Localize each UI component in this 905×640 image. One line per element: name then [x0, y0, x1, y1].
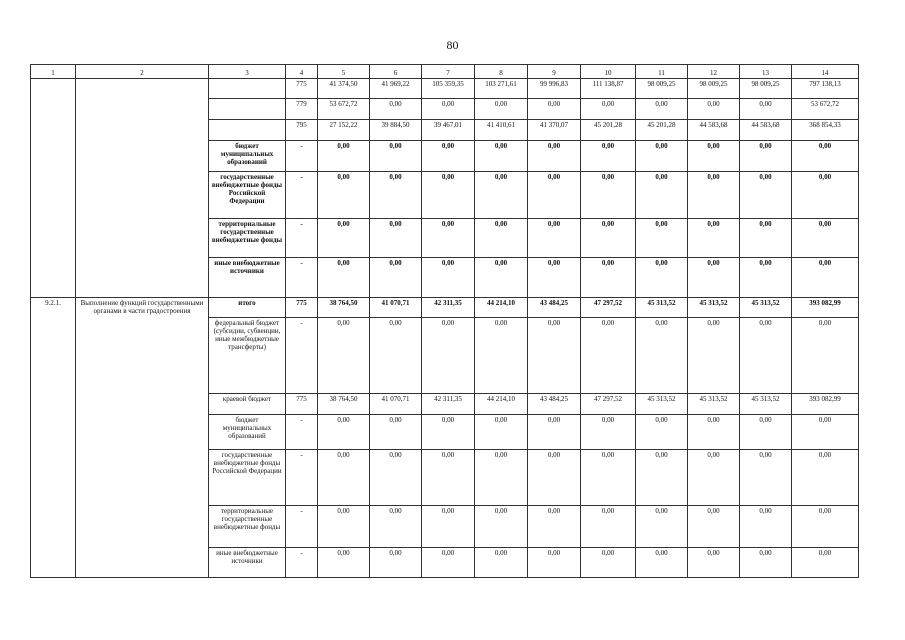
amount-cell: 0,00 [475, 318, 528, 394]
amount-cell: 0,00 [636, 548, 688, 578]
amount-cell: 45 313,52 [740, 394, 792, 415]
amount-cell: 0,00 [422, 172, 475, 219]
column-header: 5 [318, 65, 370, 79]
amount-cell: 0,00 [422, 141, 475, 172]
funding-source-label: бюджет муниципальных образований [209, 415, 286, 450]
amount-cell: 0,00 [475, 506, 528, 548]
amount-cell: 45 201,28 [636, 120, 688, 141]
amount-cell: 0,00 [528, 141, 581, 172]
amount-cell: 393 082,99 [792, 394, 859, 415]
amount-cell: 41 070,71 [370, 394, 422, 415]
amount-cell: 0,00 [792, 219, 859, 258]
amount-cell: 0,00 [792, 450, 859, 506]
amount-cell: 0,00 [318, 318, 370, 394]
amount-cell: 0,00 [636, 172, 688, 219]
department-code: 775 [286, 298, 318, 318]
column-header: 2 [76, 65, 209, 79]
amount-cell: 0,00 [636, 258, 688, 298]
amount-cell: 0,00 [528, 99, 581, 120]
column-header: 14 [792, 65, 859, 79]
blank-number-cell [31, 79, 76, 298]
amount-cell: 0,00 [528, 258, 581, 298]
amount-cell: 0,00 [688, 141, 740, 172]
column-header: 6 [370, 65, 422, 79]
amount-cell: 0,00 [422, 506, 475, 548]
amount-cell: 0,00 [318, 219, 370, 258]
department-code: - [286, 318, 318, 394]
table-row [31, 298, 859, 318]
amount-cell: 0,00 [688, 219, 740, 258]
amount-cell: 393 082,99 [792, 298, 859, 318]
amount-cell: 0,00 [475, 172, 528, 219]
amount-cell: 797 138,13 [792, 79, 859, 99]
amount-cell: 44 214,10 [475, 298, 528, 318]
amount-cell: 99 996,83 [528, 79, 581, 99]
amount-cell: 0,00 [370, 141, 422, 172]
amount-cell: 0,00 [528, 318, 581, 394]
department-code: - [286, 450, 318, 506]
amount-cell: 0,00 [318, 172, 370, 219]
amount-cell: 0,00 [528, 506, 581, 548]
amount-cell: 53 672,72 [318, 99, 370, 120]
column-header: 12 [688, 65, 740, 79]
amount-cell: 0,00 [370, 506, 422, 548]
amount-cell: 368 854,33 [792, 120, 859, 141]
amount-cell: 105 359,35 [422, 79, 475, 99]
amount-cell: 44 214,10 [475, 394, 528, 415]
amount-cell: 0,00 [636, 141, 688, 172]
header-row [31, 65, 859, 79]
amount-cell: 0,00 [528, 450, 581, 506]
amount-cell: 0,00 [740, 219, 792, 258]
column-header: 1 [31, 65, 76, 79]
amount-cell: 47 297,52 [581, 394, 636, 415]
funding-source-label: государственные внебюджетные фонды Российской Федерации [209, 172, 286, 219]
amount-cell: 0,00 [688, 415, 740, 450]
amount-cell: 98 009,25 [740, 79, 792, 99]
amount-cell: 98 009,25 [636, 79, 688, 99]
funding-source-label: территориальные государственные внебюджетные фонды [209, 506, 286, 548]
table-row [31, 79, 859, 99]
amount-cell: 43 484,25 [528, 298, 581, 318]
amount-cell: 0,00 [581, 450, 636, 506]
amount-cell: 0,00 [475, 258, 528, 298]
column-header: 3 [209, 65, 286, 79]
column-header: 10 [581, 65, 636, 79]
amount-cell: 27 152,22 [318, 120, 370, 141]
amount-cell: 0,00 [636, 415, 688, 450]
department-code: - [286, 415, 318, 450]
amount-cell: 45 201,28 [581, 120, 636, 141]
amount-cell: 0,00 [636, 450, 688, 506]
department-code: - [286, 141, 318, 172]
amount-cell: 38 764,50 [318, 298, 370, 318]
amount-cell: 42 311,35 [422, 394, 475, 415]
amount-cell: 0,00 [370, 415, 422, 450]
section-title: Выполнение функций государственными органами в части градостроения [76, 298, 209, 578]
amount-cell: 0,00 [370, 172, 422, 219]
department-code: - [286, 172, 318, 219]
amount-cell: 45 313,52 [688, 394, 740, 415]
amount-cell: 0,00 [792, 172, 859, 219]
department-code: - [286, 506, 318, 548]
amount-cell: 0,00 [688, 506, 740, 548]
column-header: 11 [636, 65, 688, 79]
amount-cell: 0,00 [688, 258, 740, 298]
amount-cell: 0,00 [581, 258, 636, 298]
funding-source-label [209, 79, 286, 99]
amount-cell: 0,00 [475, 415, 528, 450]
amount-cell: 0,00 [422, 99, 475, 120]
section-number: 9.2.1. [31, 298, 76, 578]
amount-cell: 0,00 [528, 548, 581, 578]
amount-cell: 0,00 [740, 258, 792, 298]
department-code: - [286, 548, 318, 578]
amount-cell: 0,00 [318, 141, 370, 172]
amount-cell: 0,00 [318, 450, 370, 506]
amount-cell: 0,00 [581, 99, 636, 120]
funding-source-label [209, 99, 286, 120]
department-code: 775 [286, 79, 318, 99]
amount-cell: 0,00 [318, 258, 370, 298]
amount-cell: 0,00 [370, 258, 422, 298]
amount-cell: 0,00 [528, 172, 581, 219]
amount-cell: 0,00 [740, 415, 792, 450]
amount-cell: 0,00 [581, 506, 636, 548]
amount-cell: 0,00 [581, 141, 636, 172]
amount-cell: 0,00 [740, 548, 792, 578]
amount-cell: 0,00 [740, 99, 792, 120]
amount-cell: 0,00 [422, 219, 475, 258]
amount-cell: 45 313,52 [688, 298, 740, 318]
funding-source-label: иные внебюджетные источники [209, 548, 286, 578]
amount-cell: 103 271,61 [475, 79, 528, 99]
amount-cell: 0,00 [422, 415, 475, 450]
amount-cell: 0,00 [581, 415, 636, 450]
amount-cell: 0,00 [636, 318, 688, 394]
amount-cell: 0,00 [792, 141, 859, 172]
amount-cell: 45 313,52 [740, 298, 792, 318]
amount-cell: 0,00 [528, 415, 581, 450]
amount-cell: 0,00 [475, 548, 528, 578]
amount-cell: 0,00 [422, 450, 475, 506]
amount-cell: 41 070,71 [370, 298, 422, 318]
amount-cell: 0,00 [792, 548, 859, 578]
amount-cell: 0,00 [740, 506, 792, 548]
amount-cell: 0,00 [370, 99, 422, 120]
department-code: 795 [286, 120, 318, 141]
department-code: - [286, 219, 318, 258]
amount-cell: 45 313,52 [636, 298, 688, 318]
amount-cell: 41 969,22 [370, 79, 422, 99]
amount-cell: 43 484,25 [528, 394, 581, 415]
funding-source-label: итого [209, 298, 286, 318]
column-header: 8 [475, 65, 528, 79]
funding-source-label: бюджет муниципальных образований [209, 141, 286, 172]
amount-cell: 0,00 [740, 141, 792, 172]
department-code: - [286, 258, 318, 298]
department-code: 775 [286, 394, 318, 415]
funding-source-label: иные внебюджетные источники [209, 258, 286, 298]
amount-cell: 0,00 [370, 450, 422, 506]
funding-source-label: государственные внебюджетные фонды Российской Федерации [209, 450, 286, 506]
amount-cell: 39 884,50 [370, 120, 422, 141]
amount-cell: 0,00 [792, 318, 859, 394]
amount-cell: 0,00 [318, 415, 370, 450]
column-header: 9 [528, 65, 581, 79]
amount-cell: 0,00 [688, 548, 740, 578]
funding-source-label: федеральный бюджет (субсидии, субвенции, иные межбюджетные трансферты) [209, 318, 286, 394]
amount-cell: 0,00 [688, 99, 740, 120]
amount-cell: 41 370,07 [528, 120, 581, 141]
amount-cell: 0,00 [636, 219, 688, 258]
amount-cell: 0,00 [792, 506, 859, 548]
column-header: 7 [422, 65, 475, 79]
funding-source-label: краевой бюджет [209, 394, 286, 415]
amount-cell: 0,00 [740, 318, 792, 394]
amount-cell: 38 764,50 [318, 394, 370, 415]
page-number: 80 [446, 38, 459, 52]
amount-cell: 0,00 [475, 99, 528, 120]
amount-cell: 0,00 [422, 318, 475, 394]
amount-cell: 0,00 [581, 318, 636, 394]
amount-cell: 44 583,68 [740, 120, 792, 141]
amount-cell: 0,00 [370, 548, 422, 578]
amount-cell: 0,00 [636, 99, 688, 120]
amount-cell: 0,00 [370, 318, 422, 394]
amount-cell: 0,00 [581, 548, 636, 578]
amount-cell: 39 467,01 [422, 120, 475, 141]
blank-name-cell [76, 79, 209, 298]
budget-table [30, 64, 859, 578]
amount-cell: 0,00 [581, 219, 636, 258]
amount-cell: 0,00 [740, 172, 792, 219]
amount-cell: 0,00 [370, 219, 422, 258]
amount-cell: 0,00 [792, 415, 859, 450]
amount-cell: 0,00 [422, 258, 475, 298]
amount-cell: 44 583,68 [688, 120, 740, 141]
amount-cell: 0,00 [688, 450, 740, 506]
amount-cell: 0,00 [475, 141, 528, 172]
funding-source-label: территориальные государственные внебюджетные фонды [209, 219, 286, 258]
amount-cell: 0,00 [528, 219, 581, 258]
table-body [31, 65, 859, 578]
amount-cell: 0,00 [475, 219, 528, 258]
amount-cell: 0,00 [422, 548, 475, 578]
amount-cell: 111 138,87 [581, 79, 636, 99]
amount-cell: 41 374,50 [318, 79, 370, 99]
amount-cell: 0,00 [740, 450, 792, 506]
amount-cell: 0,00 [636, 506, 688, 548]
amount-cell: 0,00 [792, 258, 859, 298]
funding-source-label [209, 120, 286, 141]
amount-cell: 47 297,52 [581, 298, 636, 318]
amount-cell: 41 410,61 [475, 120, 528, 141]
amount-cell: 0,00 [475, 450, 528, 506]
amount-cell: 45 313,52 [636, 394, 688, 415]
amount-cell: 98 009,25 [688, 79, 740, 99]
column-header: 13 [740, 65, 792, 79]
column-header: 4 [286, 65, 318, 79]
amount-cell: 0,00 [688, 172, 740, 219]
amount-cell: 42 311,35 [422, 298, 475, 318]
amount-cell: 0,00 [318, 548, 370, 578]
amount-cell: 53 672,72 [792, 99, 859, 120]
amount-cell: 0,00 [318, 506, 370, 548]
amount-cell: 0,00 [688, 318, 740, 394]
department-code: 779 [286, 99, 318, 120]
amount-cell: 0,00 [581, 172, 636, 219]
